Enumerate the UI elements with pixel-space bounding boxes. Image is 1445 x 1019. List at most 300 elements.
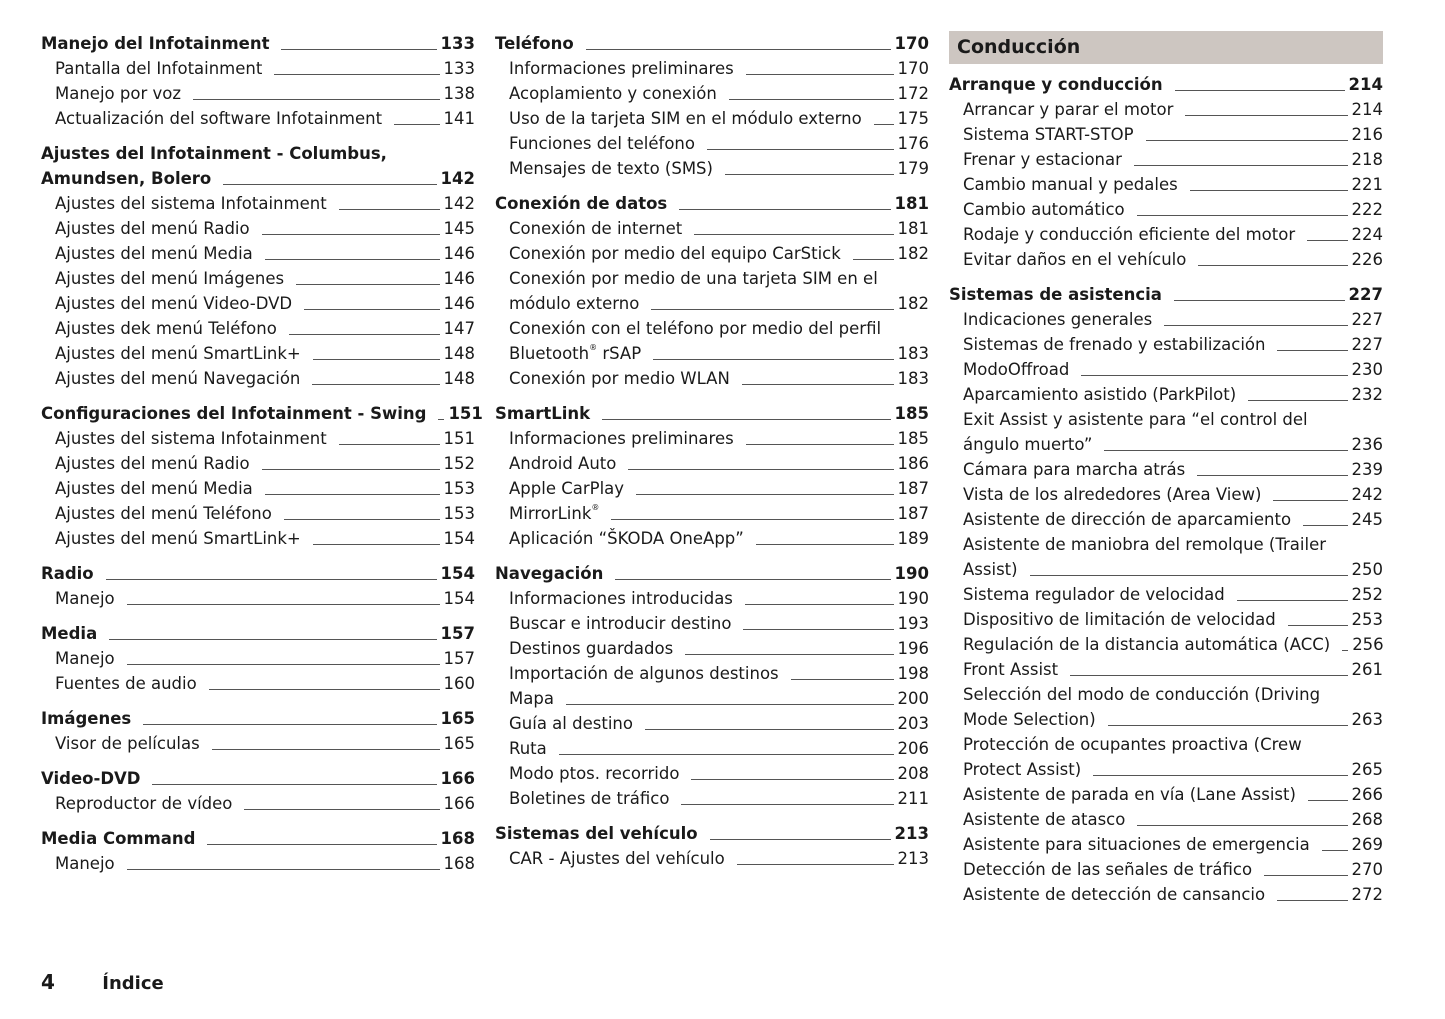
toc-subsection-entry[interactable] [41,216,475,241]
entry-title: Mode Selection) [963,710,1096,729]
toc-subsection-entry[interactable] [949,507,1383,532]
toc-section-entry[interactable] [41,621,475,646]
dot-leader [106,579,437,580]
toc-subsection-entry[interactable] [495,131,929,156]
toc-subsection-entry[interactable] [41,266,475,291]
toc-subsection-entry[interactable] [949,97,1383,122]
entry-page-number: 227 [1351,310,1383,329]
toc-subsection-entry[interactable] [41,501,475,526]
dot-leader [681,804,893,805]
dot-leader [611,519,893,520]
dot-leader [1197,475,1347,476]
entry-title: Android Auto [509,454,617,473]
entry-page-number: 265 [1351,760,1383,779]
toc-subsection-entry[interactable] [949,682,1383,732]
dot-leader [725,174,894,175]
toc-subsection-entry[interactable] [495,216,929,241]
entry-page-number: 218 [1351,150,1383,169]
entry-title: ángulo muerto” [963,435,1093,454]
entry-title: Ajustes del sistema Infotainment [55,194,327,213]
entry-page-number: 190 [894,564,929,583]
toc-subsection-entry[interactable] [949,172,1383,197]
entry-page-number: 182 [897,244,929,263]
dot-leader [207,844,436,845]
dot-leader [304,309,439,310]
toc-subsection-entry[interactable] [949,222,1383,247]
toc-subsection-entry[interactable] [41,851,475,876]
entry-title: Modo ptos. recorrido [509,764,680,783]
toc-section-entry[interactable] [41,561,475,586]
entry-page-number: 221 [1351,175,1383,194]
entry-title: Rodaje y conducción eficiente del motor [963,225,1296,244]
toc-section-entry[interactable] [495,401,929,426]
toc-subsection-entry[interactable] [495,241,929,266]
entry-page-number: 272 [1351,885,1383,904]
toc-subsection-entry[interactable] [949,457,1383,482]
dot-leader [586,49,891,50]
toc-subsection-entry[interactable] [949,332,1383,357]
dot-leader [1273,500,1347,501]
toc-subsection-entry[interactable] [949,382,1383,407]
entry-page-number: 222 [1351,200,1383,219]
toc-subsection-entry[interactable] [41,291,475,316]
page-footer [41,970,164,994]
entry-page-number: 206 [897,739,929,758]
entry-title: Ajustes del menú Teléfono [55,504,272,523]
entry-page-number: 165 [443,734,475,753]
dot-leader [212,749,440,750]
entry-page-number: 168 [440,829,475,848]
toc-subsection-entry[interactable] [949,307,1383,332]
toc-section-entry[interactable] [41,826,475,851]
entry-page-number: 266 [1351,785,1383,804]
entry-page-number: 179 [897,159,929,178]
toc-subsection-entry[interactable] [949,247,1383,272]
entry-page-number: 198 [897,664,929,683]
dot-leader [1104,450,1347,451]
entry-title: CAR - Ajustes del vehículo [509,849,725,868]
dot-leader [1146,140,1348,141]
dot-leader [602,419,890,420]
entry-page-number: 211 [897,789,929,808]
dot-leader [1137,825,1347,826]
toc-subsection-entry[interactable] [949,357,1383,382]
toc-subsection-entry[interactable] [41,191,475,216]
entry-page-number: 157 [443,649,475,668]
dot-leader [653,359,893,360]
dot-leader [313,544,440,545]
entry-page-number: 196 [897,639,929,658]
entry-title: Imágenes [41,709,132,728]
entry-title-line1: Conexión con el teléfono por medio del perfil [509,319,882,338]
entry-page-number: 154 [443,529,475,548]
toc-section-entry[interactable] [41,31,475,56]
entry-title: Guía al destino [509,714,633,733]
dot-leader [707,149,894,150]
entry-title: Ajustes del menú Radio [55,454,250,473]
dot-leader [1248,400,1347,401]
dot-leader [743,629,893,630]
entry-title: Destinos guardados [509,639,674,658]
toc-section-entry[interactable] [495,561,929,586]
dot-leader [1190,190,1348,191]
entry-page-number: 133 [440,34,475,53]
toc-section-entry[interactable] [41,766,475,791]
entry-title: MirrorLink® [509,503,600,523]
entry-title: Sistema START-STOP [963,125,1134,144]
dot-leader [1264,875,1347,876]
entry-page-number: 227 [1351,335,1383,354]
entry-title-line1: Selección del modo de conducción (Driving [963,685,1321,704]
toc-subsection-entry[interactable] [495,451,929,476]
entry-page-number: 239 [1351,460,1383,479]
toc-subsection-entry[interactable] [495,786,929,811]
dot-leader [274,74,439,75]
toc-subsection-entry[interactable] [41,106,475,131]
entry-title: Uso de la tarjeta SIM en el módulo externo [509,109,862,128]
toc-subsection-entry[interactable] [495,156,929,181]
dot-leader [265,259,440,260]
entry-title: Cámara para marcha atrás [963,460,1186,479]
toc-subsection-entry[interactable] [495,56,929,81]
entry-title: Ajustes del menú Radio [55,219,250,238]
dot-leader [1174,300,1345,301]
toc-subsection-entry[interactable] [495,81,929,106]
entry-title: Evitar daños en el vehículo [963,250,1187,269]
dot-leader [262,234,440,235]
entry-title: Ajustes del menú Media [55,244,253,263]
toc-subsection-entry[interactable] [41,476,475,501]
entry-page-number: 183 [897,344,929,363]
entry-title-line1: Conexión por medio de una tarjeta SIM en el [509,269,878,288]
entry-page-number: 172 [897,84,929,103]
entry-title: Protect Assist) [963,760,1082,779]
dot-leader [628,469,893,470]
entry-page-number: 185 [894,404,929,423]
entry-page-number: 175 [897,109,929,128]
toc-subsection-entry[interactable] [41,426,475,451]
entry-page-number: 160 [443,674,475,693]
dot-leader [312,384,439,385]
dot-leader [791,679,894,680]
entry-page-number: 165 [440,709,475,728]
entry-title: Conexión de datos [495,194,668,213]
dot-leader [143,724,436,725]
entry-title: Aparcamiento asistido (ParkPilot) [963,385,1237,404]
dot-leader [281,49,436,50]
entry-title: Front Assist [963,660,1059,679]
toc-subsection-entry[interactable] [495,736,929,761]
entry-title: Sistemas de frenado y estabilización [963,335,1266,354]
dot-leader [1288,625,1348,626]
entry-title: Frenar y estacionar [963,150,1122,169]
dot-leader [438,419,444,420]
toc-subsection-entry[interactable] [949,147,1383,172]
entry-title: Visor de películas [55,734,200,753]
dot-leader [339,444,440,445]
toc-subsection-entry[interactable] [949,657,1383,682]
dot-leader [1030,575,1348,576]
dot-leader [679,209,890,210]
toc-section-entry[interactable] [495,191,929,216]
entry-title: Configuraciones del Infotainment - Swing [41,404,427,423]
toc-subsection-entry[interactable] [949,782,1383,807]
toc-subsection-entry[interactable] [495,366,929,391]
toc-section-entry[interactable] [949,72,1383,97]
toc-subsection-entry[interactable] [495,761,929,786]
entry-title: Manejo [55,854,115,873]
entry-page-number: 181 [897,219,929,238]
entry-page-number: 224 [1351,225,1383,244]
entry-page-number: 214 [1351,100,1383,119]
dot-leader [729,99,894,100]
dot-leader [289,334,440,335]
entry-title: Teléfono [495,34,574,53]
entry-page-number: 183 [897,369,929,388]
toc-subsection-entry[interactable] [41,731,475,756]
entry-page-number: 146 [443,294,475,313]
dot-leader [1164,325,1347,326]
toc-section-entry[interactable] [41,141,475,191]
dot-leader [559,754,894,755]
entry-title: Sistemas del vehículo [495,824,698,843]
dot-leader [651,309,893,310]
entry-page-number: 269 [1351,835,1383,854]
page-number: 4 [41,970,55,994]
entry-page-number: 181 [894,194,929,213]
entry-title: Amundsen, Bolero [41,169,212,188]
entry-title: Asistente de atasco [963,810,1126,829]
toc-subsection-entry[interactable] [949,632,1383,657]
toc-subsection-entry[interactable] [949,582,1383,607]
dot-leader [1137,215,1348,216]
entry-title: Ajustes del menú SmartLink+ [55,529,301,548]
toc-subsection-entry[interactable] [41,241,475,266]
toc-subsection-entry[interactable] [495,501,929,526]
toc-subsection-entry[interactable] [949,482,1383,507]
entry-page-number: 166 [443,794,475,813]
entry-page-number: 154 [443,589,475,608]
entry-title: Asistente de parada en vía (Lane Assist) [963,785,1296,804]
dot-leader [1303,525,1347,526]
toc-subsection-entry[interactable] [949,122,1383,147]
entry-title: Asistente de dirección de aparcamiento [963,510,1292,529]
dot-leader [244,809,439,810]
dot-leader [265,494,440,495]
entry-title: módulo externo [509,294,640,313]
toc-subsection-entry[interactable] [41,316,475,341]
dot-leader [1093,775,1347,776]
dot-leader [1108,725,1348,726]
entry-title: Manejo del Infotainment [41,34,270,53]
toc-subsection-entry[interactable] [495,426,929,451]
entry-title: Funciones del teléfono [509,134,695,153]
entry-title: Pantalla del Infotainment [55,59,263,78]
toc-subsection-entry[interactable] [495,316,929,366]
toc-subsection-entry[interactable] [495,611,929,636]
entry-page-number: 253 [1351,610,1383,629]
entry-page-number: 236 [1351,435,1383,454]
entry-title-line1: Asistente de maniobra del remolque (Trailer [963,535,1327,554]
toc-subsection-entry[interactable] [41,526,475,551]
toc-subsection-entry[interactable] [495,661,929,686]
entry-page-number: 263 [1351,710,1383,729]
entry-page-number: 230 [1351,360,1383,379]
dot-leader [1277,900,1347,901]
entry-page-number: 190 [897,589,929,608]
toc-subsection-entry[interactable] [495,686,929,711]
toc-subsection-entry[interactable] [41,791,475,816]
entry-title: Informaciones preliminares [509,429,734,448]
entry-page-number: 245 [1351,510,1383,529]
entry-page-number: 252 [1351,585,1383,604]
toc-subsection-entry[interactable] [495,846,929,871]
entry-title: Indicaciones generales [963,310,1153,329]
toc-subsection-entry[interactable] [949,607,1383,632]
toc-subsection-entry[interactable] [495,106,929,131]
toc-subsection-entry[interactable] [495,266,929,316]
toc-subsection-entry[interactable] [41,451,475,476]
entry-page-number: 153 [443,479,475,498]
entry-page-number: 176 [897,134,929,153]
entry-page-number: 141 [443,109,475,128]
entry-page-number: 193 [897,614,929,633]
entry-title: Mensajes de texto (SMS) [509,159,713,178]
chapter-heading: Conducción [949,31,1383,64]
entry-title: Assist) [963,560,1018,579]
entry-page-number: 270 [1351,860,1383,879]
toc-subsection-entry[interactable] [949,197,1383,222]
dot-leader [746,74,894,75]
entry-title: Video-DVD [41,769,141,788]
toc-subsection-entry[interactable] [41,586,475,611]
toc-subsection-entry[interactable] [495,476,929,501]
entry-page-number: 256 [1352,635,1384,654]
entry-title: Reproductor de vídeo [55,794,233,813]
entry-title: Ajustes dek menú Teléfono [55,319,277,338]
dot-leader [636,494,893,495]
dot-leader [874,124,894,125]
entry-page-number: 154 [440,564,475,583]
entry-page-number: 133 [443,59,475,78]
dot-leader [127,604,440,605]
entry-title: Manejo por voz [55,84,181,103]
entry-title: Detección de las señales de tráfico [963,860,1253,879]
toc-section-entry[interactable] [41,401,483,426]
toc-subsection-entry[interactable] [949,832,1383,857]
toc-subsection-entry[interactable] [41,671,475,696]
entry-title: Fuentes de audio [55,674,197,693]
entry-page-number: 250 [1351,560,1383,579]
dot-leader [694,234,893,235]
toc-subsection-entry[interactable] [949,532,1383,582]
entry-title: Ajustes del menú Media [55,479,253,498]
dot-leader [193,99,440,100]
dot-leader [1307,240,1347,241]
dot-leader [756,544,894,545]
dot-leader [710,839,891,840]
registered-mark: ® [591,503,600,512]
entry-page-number: 227 [1348,285,1383,304]
entry-title: Sistemas de asistencia [949,285,1162,304]
toc-subsection-entry[interactable] [949,857,1383,882]
toc-section-entry[interactable] [495,821,929,846]
toc-subsection-entry[interactable] [495,526,929,551]
toc-subsection-entry[interactable] [41,341,475,366]
entry-page-number: 170 [897,59,929,78]
entry-title: Arrancar y parar el motor [963,100,1174,119]
entry-page-number: 186 [897,454,929,473]
toc-subsection-entry[interactable] [495,711,929,736]
toc-subsection-entry[interactable] [41,56,475,81]
toc-subsection-entry[interactable] [41,646,475,671]
entry-page-number: 200 [897,689,929,708]
toc-subsection-entry[interactable] [949,732,1383,782]
toc-subsection-entry[interactable] [41,366,475,391]
entry-title: Conexión por medio WLAN [509,369,730,388]
toc-subsection-entry[interactable] [41,81,475,106]
toc-subsection-entry[interactable] [949,882,1383,907]
dot-leader [339,209,440,210]
entry-page-number: 189 [897,529,929,548]
entry-page-number: 216 [1351,125,1383,144]
toc-subsection-entry[interactable] [949,407,1383,457]
dot-leader [745,604,894,605]
entry-title: Informaciones introducidas [509,589,733,608]
toc-section-entry[interactable] [495,31,929,56]
entry-title: Ajustes del menú Imágenes [55,269,285,288]
entry-title: Manejo [55,589,115,608]
toc-subsection-entry[interactable] [495,636,929,661]
dot-leader [615,579,890,580]
entry-page-number: 261 [1351,660,1383,679]
toc-section-entry[interactable] [41,706,475,731]
entry-page-number: 157 [440,624,475,643]
entry-title: Dispositivo de limitación de velocidad [963,610,1276,629]
entry-page-number: 214 [1348,75,1383,94]
dot-leader [223,184,436,185]
dot-leader [1342,650,1348,651]
entry-title: Ruta [509,739,547,758]
dot-leader [394,124,439,125]
entry-page-number: 142 [440,169,475,188]
entry-page-number: 208 [897,764,929,783]
toc-section-entry[interactable] [949,282,1383,307]
entry-title: Ajustes del menú Video-DVD [55,294,293,313]
dot-leader [1237,600,1348,601]
entry-title: Mapa [509,689,554,708]
entry-title: Manejo [55,649,115,668]
dot-leader [1185,115,1347,116]
entry-page-number: 213 [894,824,929,843]
toc-column-3 [949,31,1383,907]
entry-title: Media Command [41,829,196,848]
entry-title: Media [41,624,98,643]
toc-subsection-entry[interactable] [949,807,1383,832]
entry-title: Conexión de internet [509,219,683,238]
dot-leader [691,779,893,780]
dot-leader [1081,375,1347,376]
entry-page-number: 152 [443,454,475,473]
entry-title: Regulación de la distancia automática (ACC) [963,635,1331,654]
toc-subsection-entry[interactable] [495,586,929,611]
entry-title: Sistema regulador de velocidad [963,585,1225,604]
dot-leader [127,869,440,870]
entry-page-number: 232 [1351,385,1383,404]
dot-leader [1322,850,1348,851]
dot-leader [853,259,894,260]
dot-leader [746,444,894,445]
